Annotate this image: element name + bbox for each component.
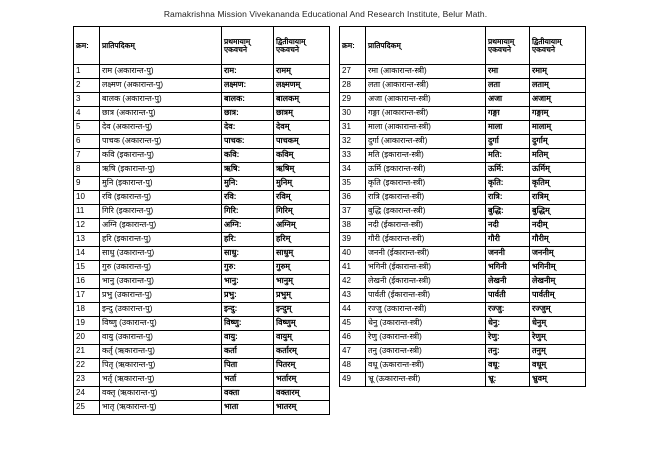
cell-accusative: इन्दुम् <box>274 303 330 317</box>
cell-stem: विष्णु (उकारान्त-पु) <box>100 317 222 331</box>
cell-accusative: भ्रुवम् <box>530 373 586 387</box>
cell-nominative: साधु: <box>222 247 274 261</box>
cell-nominative: गिरि: <box>222 205 274 219</box>
cell-nominative: पिता <box>222 359 274 373</box>
table-row <box>74 93 330 107</box>
cell-stem: वधू (ऊकारान्त-स्त्री) <box>366 359 486 373</box>
cell-accusative: बुद्धिम् <box>530 205 586 219</box>
cell-stem: प्रभु (उकारान्त-पु) <box>100 289 222 303</box>
table-header-row <box>74 27 330 65</box>
cell-serial: 33 <box>340 149 366 163</box>
table-row <box>74 121 330 135</box>
table-row <box>340 191 586 205</box>
cell-accusative: जननीम् <box>530 247 586 261</box>
cell-nominative: ऊर्मि: <box>486 163 530 177</box>
cell-accusative: मुनिम् <box>274 177 330 191</box>
cell-nominative: बालक: <box>222 93 274 107</box>
cell-accusative: विष्णुम् <box>274 317 330 331</box>
cell-nominative: भर्ता <box>222 373 274 387</box>
table-row <box>74 247 330 261</box>
cell-nominative: गङ्गा <box>486 107 530 121</box>
cell-accusative: प्रभुम् <box>274 289 330 303</box>
table-row <box>74 163 330 177</box>
cell-stem: मति (इकारान्त-स्त्री) <box>366 149 486 163</box>
cell-serial: 27 <box>340 65 366 79</box>
cell-nominative: कवि: <box>222 149 274 163</box>
cell-serial: 14 <box>74 247 100 261</box>
cell-serial: 34 <box>340 163 366 177</box>
table-row <box>340 79 586 93</box>
cell-nominative: भाता <box>222 401 274 415</box>
cell-serial: 22 <box>74 359 100 373</box>
cell-accusative: लताम् <box>530 79 586 93</box>
cell-serial: 47 <box>340 345 366 359</box>
cell-serial: 46 <box>340 331 366 345</box>
cell-stem: साधु (उकारान्त-पु) <box>100 247 222 261</box>
cell-stem: कृति (इकारान्त-स्त्री) <box>366 177 486 191</box>
cell-stem: देव (अकारान्त-पु) <box>100 121 222 135</box>
column-header-serial: क्रम: <box>74 27 100 65</box>
table-row <box>340 149 586 163</box>
cell-accusative: पार्वतीम् <box>530 289 586 303</box>
cell-serial: 29 <box>340 93 366 107</box>
column-header-accusative: द्वितीयायाम् एकवचने <box>274 27 330 65</box>
cell-stem: रात्रि (इकारान्त-स्त्री) <box>366 191 486 205</box>
cell-accusative: पितरम् <box>274 359 330 373</box>
cell-stem: भानु (उकारान्त-पु) <box>100 275 222 289</box>
cell-nominative: वधू: <box>486 359 530 373</box>
table-row <box>74 149 330 163</box>
cell-accusative: हरिम् <box>274 233 330 247</box>
cell-accusative: ऊर्मिम् <box>530 163 586 177</box>
cell-accusative: मतिम् <box>530 149 586 163</box>
cell-accusative: भर्तारम् <box>274 373 330 387</box>
declension-table-feminine <box>339 26 586 387</box>
table-row <box>340 289 586 303</box>
table-row <box>340 177 586 191</box>
tables-container <box>0 26 651 415</box>
cell-stem: पाचक (अकारान्त-पु) <box>100 135 222 149</box>
table-row <box>74 107 330 121</box>
cell-accusative: अजाम् <box>530 93 586 107</box>
cell-nominative: अजा <box>486 93 530 107</box>
cell-stem: मुनि (इकारान्त-पु) <box>100 177 222 191</box>
cell-nominative: बुद्धि: <box>486 205 530 219</box>
cell-nominative: राम: <box>222 65 274 79</box>
right-table-body <box>340 65 586 387</box>
cell-accusative: रात्रिम् <box>530 191 586 205</box>
cell-stem: लेखनी (ईकारान्त-स्त्री) <box>366 275 486 289</box>
table-row <box>340 233 586 247</box>
cell-serial: 41 <box>340 261 366 275</box>
cell-serial: 32 <box>340 135 366 149</box>
cell-accusative: गुरुम् <box>274 261 330 275</box>
cell-serial: 49 <box>340 373 366 387</box>
cell-nominative: पार्वती <box>486 289 530 303</box>
table-row <box>74 177 330 191</box>
cell-accusative: लक्ष्मणम् <box>274 79 330 93</box>
cell-serial: 45 <box>340 317 366 331</box>
table-row <box>74 275 330 289</box>
cell-nominative: मुनि: <box>222 177 274 191</box>
cell-serial: 12 <box>74 219 100 233</box>
table-row <box>340 107 586 121</box>
cell-accusative: कृतिम् <box>530 177 586 191</box>
cell-serial: 43 <box>340 289 366 303</box>
cell-serial: 24 <box>74 387 100 401</box>
cell-nominative: रात्रि: <box>486 191 530 205</box>
cell-stem: राम (अकारान्त-पु) <box>100 65 222 79</box>
cell-accusative: ऋषिम् <box>274 163 330 177</box>
cell-stem: दुर्गा (आकारान्त-स्त्री) <box>366 135 486 149</box>
page-title: Ramakrishna Mission Vivekananda Educational And Research Institute, Belur Math. <box>163 9 488 19</box>
cell-serial: 36 <box>340 191 366 205</box>
cell-stem: कवि (इकारान्त-पु) <box>100 149 222 163</box>
cell-accusative: भगिनीम् <box>530 261 586 275</box>
table-row <box>74 219 330 233</box>
cell-nominative: कर्ता <box>222 345 274 359</box>
cell-stem: धेनु (उकारान्त-स्त्री) <box>366 317 486 331</box>
cell-accusative: नदीम् <box>530 219 586 233</box>
cell-stem: गिरि (इकारान्त-पु) <box>100 205 222 219</box>
declension-table-masculine <box>73 26 330 415</box>
cell-serial: 48 <box>340 359 366 373</box>
column-header-stem: प्रातिपदिकम् <box>100 27 222 65</box>
cell-nominative: कृति: <box>486 177 530 191</box>
table-row <box>74 289 330 303</box>
cell-accusative: कविम् <box>274 149 330 163</box>
cell-stem: अजा (आकारान्त-स्त्री) <box>366 93 486 107</box>
column-header-serial: क्रम: <box>340 27 366 65</box>
table-row <box>340 303 586 317</box>
cell-serial: 39 <box>340 233 366 247</box>
cell-accusative: अग्निम् <box>274 219 330 233</box>
column-header-stem: प्रातिपदिकम् <box>366 27 486 65</box>
cell-stem: गुरु (उकारान्त-पु) <box>100 261 222 275</box>
cell-stem: रज्जु (उकारान्त-स्त्री) <box>366 303 486 317</box>
table-row <box>340 345 586 359</box>
cell-stem: पार्वती (ईकारान्त-स्त्री) <box>366 289 486 303</box>
cell-accusative: वायुम् <box>274 331 330 345</box>
cell-nominative: रज्जु: <box>486 303 530 317</box>
table-row <box>340 219 586 233</box>
cell-stem: भातृ (ऋकारान्त-पु) <box>100 401 222 415</box>
cell-nominative: मति: <box>486 149 530 163</box>
table-header-row <box>340 27 586 65</box>
cell-stem: बुद्धि (इकारान्त-स्त्री) <box>366 205 486 219</box>
cell-nominative: ऋषि: <box>222 163 274 177</box>
cell-stem: तनु (उकारान्त-स्त्री) <box>366 345 486 359</box>
table-row <box>74 261 330 275</box>
cell-stem: रेणु (उकारान्त-स्त्री) <box>366 331 486 345</box>
cell-accusative: रमाम् <box>530 65 586 79</box>
cell-nominative: गुरु: <box>222 261 274 275</box>
cell-stem: लक्ष्मण (अकारान्त-पु) <box>100 79 222 93</box>
left-table-body <box>74 65 330 415</box>
cell-nominative: भगिनी <box>486 261 530 275</box>
cell-accusative: रेणुम् <box>530 331 586 345</box>
table-row <box>74 65 330 79</box>
cell-nominative: छात्र: <box>222 107 274 121</box>
table-row <box>340 93 586 107</box>
cell-serial: 13 <box>74 233 100 247</box>
cell-serial: 4 <box>74 107 100 121</box>
cell-stem: कर्तृ (ऋकारान्त-पु) <box>100 345 222 359</box>
cell-stem: हरि (इकारान्त-पु) <box>100 233 222 247</box>
column-header-nominative: प्रथमायाम् एकवचने <box>222 27 274 65</box>
cell-serial: 38 <box>340 219 366 233</box>
cell-accusative: गङ्गाम् <box>530 107 586 121</box>
cell-serial: 19 <box>74 317 100 331</box>
cell-accusative: भातरम् <box>274 401 330 415</box>
table-row <box>74 401 330 415</box>
cell-stem: ऋषि (इकारान्त-पु) <box>100 163 222 177</box>
cell-nominative: रमा <box>486 65 530 79</box>
cell-serial: 35 <box>340 177 366 191</box>
cell-serial: 44 <box>340 303 366 317</box>
cell-stem: माला (आकारान्त-स्त्री) <box>366 121 486 135</box>
cell-nominative: तनु: <box>486 345 530 359</box>
cell-nominative: पाचक: <box>222 135 274 149</box>
cell-stem: जननी (ईकारान्त-स्त्री) <box>366 247 486 261</box>
cell-accusative: गिरिम् <box>274 205 330 219</box>
cell-serial: 10 <box>74 191 100 205</box>
table-row <box>74 359 330 373</box>
cell-serial: 8 <box>74 163 100 177</box>
cell-serial: 5 <box>74 121 100 135</box>
cell-stem: पितृ (ऋकारान्त-पु) <box>100 359 222 373</box>
cell-nominative: लक्ष्मण: <box>222 79 274 93</box>
cell-serial: 20 <box>74 331 100 345</box>
table-row <box>340 247 586 261</box>
cell-accusative: साधुम् <box>274 247 330 261</box>
cell-accusative: लेखनीम् <box>530 275 586 289</box>
cell-stem: लता (आकारान्त-स्त्री) <box>366 79 486 93</box>
cell-nominative: विष्णु: <box>222 317 274 331</box>
cell-nominative: देव: <box>222 121 274 135</box>
cell-stem: रमा (आकारान्त-स्त्री) <box>366 65 486 79</box>
cell-nominative: धेनु: <box>486 317 530 331</box>
cell-nominative: वक्ता <box>222 387 274 401</box>
cell-accusative: बालकम् <box>274 93 330 107</box>
cell-stem: भ्रू (ऊकारान्त-स्त्री) <box>366 373 486 387</box>
cell-serial: 16 <box>74 275 100 289</box>
cell-accusative: वधूम् <box>530 359 586 373</box>
cell-nominative: वायु: <box>222 331 274 345</box>
cell-nominative: हरि: <box>222 233 274 247</box>
cell-stem: बालक (अकारान्त-पु) <box>100 93 222 107</box>
cell-serial: 31 <box>340 121 366 135</box>
cell-serial: 17 <box>74 289 100 303</box>
cell-stem: ऊर्मि (इकारान्त-स्त्री) <box>366 163 486 177</box>
cell-nominative: रवि: <box>222 191 274 205</box>
table-row <box>74 387 330 401</box>
cell-serial: 23 <box>74 373 100 387</box>
table-row <box>74 191 330 205</box>
cell-serial: 7 <box>74 149 100 163</box>
table-row <box>340 135 586 149</box>
table-row <box>74 331 330 345</box>
table-row <box>340 65 586 79</box>
cell-nominative: गौरी <box>486 233 530 247</box>
cell-stem: गौरी (ईकारान्त-स्त्री) <box>366 233 486 247</box>
cell-nominative: लता <box>486 79 530 93</box>
table-row <box>340 163 586 177</box>
table-row <box>74 345 330 359</box>
cell-stem: छात्र (अकारान्त-पु) <box>100 107 222 121</box>
cell-stem: भगिनी (ईकारान्त-स्त्री) <box>366 261 486 275</box>
cell-stem: गङ्गा (आकारान्त-स्त्री) <box>366 107 486 121</box>
table-row <box>74 79 330 93</box>
cell-serial: 21 <box>74 345 100 359</box>
cell-serial: 42 <box>340 275 366 289</box>
table-row <box>74 303 330 317</box>
table-row <box>340 205 586 219</box>
cell-accusative: रविम् <box>274 191 330 205</box>
cell-accusative: रामम् <box>274 65 330 79</box>
table-row <box>74 317 330 331</box>
table-row <box>340 359 586 373</box>
cell-serial: 3 <box>74 93 100 107</box>
cell-accusative: कर्तारम् <box>274 345 330 359</box>
cell-serial: 37 <box>340 205 366 219</box>
cell-stem: वायु (उकारान्त-पु) <box>100 331 222 345</box>
cell-serial: 25 <box>74 401 100 415</box>
cell-accusative: दुर्गाम् <box>530 135 586 149</box>
cell-stem: इन्दु (उकारान्त-पु) <box>100 303 222 317</box>
cell-serial: 40 <box>340 247 366 261</box>
cell-serial: 15 <box>74 261 100 275</box>
table-row <box>74 373 330 387</box>
cell-serial: 28 <box>340 79 366 93</box>
cell-serial: 9 <box>74 177 100 191</box>
cell-accusative: देवम् <box>274 121 330 135</box>
cell-nominative: लेखनी <box>486 275 530 289</box>
cell-nominative: रेणु: <box>486 331 530 345</box>
cell-accusative: रज्जुम् <box>530 303 586 317</box>
cell-accusative: छात्रम् <box>274 107 330 121</box>
cell-serial: 18 <box>74 303 100 317</box>
cell-serial: 1 <box>74 65 100 79</box>
cell-nominative: दुर्गा <box>486 135 530 149</box>
table-row <box>74 205 330 219</box>
cell-serial: 2 <box>74 79 100 93</box>
cell-nominative: भानु: <box>222 275 274 289</box>
cell-accusative: धेनुम् <box>530 317 586 331</box>
cell-nominative: नदी <box>486 219 530 233</box>
cell-stem: भर्तृ (ऋकारान्त-पु) <box>100 373 222 387</box>
table-row <box>340 317 586 331</box>
cell-nominative: प्रभु: <box>222 289 274 303</box>
table-row <box>340 275 586 289</box>
table-row <box>340 121 586 135</box>
table-row <box>340 261 586 275</box>
cell-accusative: गौरीम् <box>530 233 586 247</box>
cell-nominative: अग्नि: <box>222 219 274 233</box>
table-row <box>74 135 330 149</box>
cell-accusative: भानुम् <box>274 275 330 289</box>
cell-accusative: पाचकम् <box>274 135 330 149</box>
table-row <box>340 373 586 387</box>
cell-serial: 6 <box>74 135 100 149</box>
cell-stem: अग्नि (इकारान्त-पु) <box>100 219 222 233</box>
cell-stem: वक्तृ (ऋकारान्त-पु) <box>100 387 222 401</box>
table-row <box>340 331 586 345</box>
cell-stem: रवि (इकारान्त-पु) <box>100 191 222 205</box>
cell-accusative: तनुम् <box>530 345 586 359</box>
cell-stem: नदी (ईकारान्त-स्त्री) <box>366 219 486 233</box>
cell-serial: 30 <box>340 107 366 121</box>
column-header-accusative: द्वितीयायाम् एकवचने <box>530 27 586 65</box>
cell-serial: 11 <box>74 205 100 219</box>
cell-accusative: वक्तारम् <box>274 387 330 401</box>
cell-accusative: मालाम् <box>530 121 586 135</box>
column-header-nominative: प्रथमायाम् एकवचने <box>486 27 530 65</box>
table-row <box>74 233 330 247</box>
cell-nominative: जननी <box>486 247 530 261</box>
cell-nominative: माला <box>486 121 530 135</box>
cell-nominative: भ्रू: <box>486 373 530 387</box>
cell-nominative: इन्दु: <box>222 303 274 317</box>
